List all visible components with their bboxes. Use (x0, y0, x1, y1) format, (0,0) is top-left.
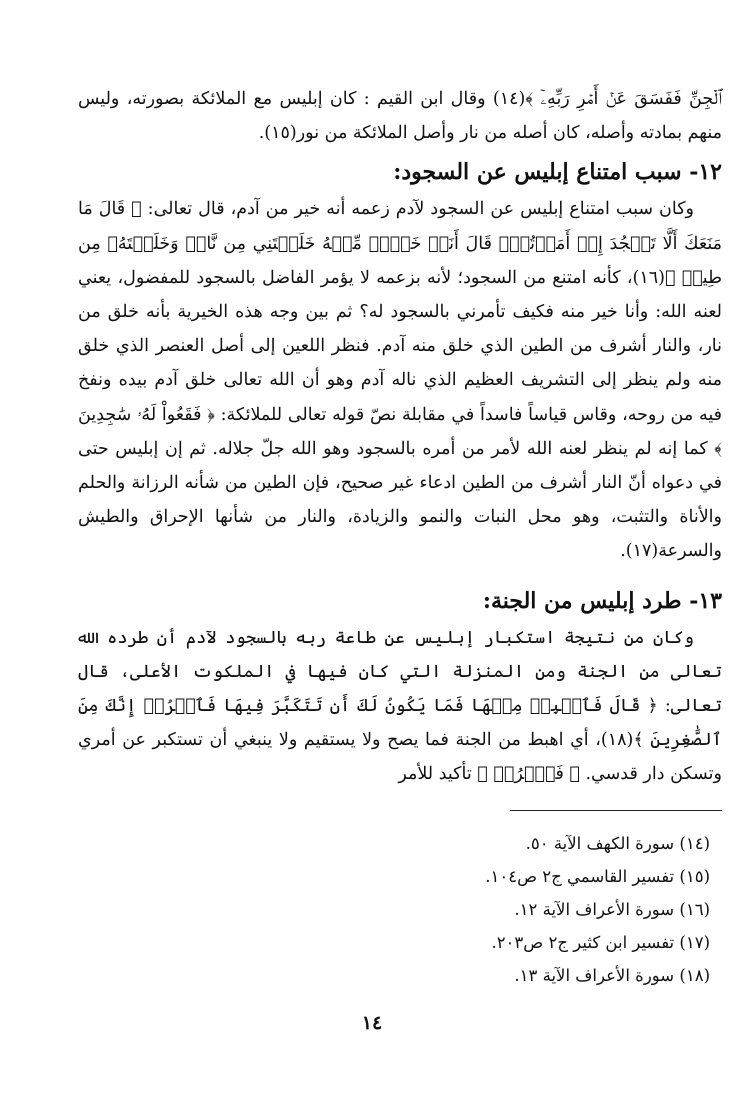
section-heading-13: ١٣- طرد إبليس من الجنة: (482, 587, 722, 614)
footnotes-list (78, 827, 722, 992)
paragraph-expulsion: وكان من نتيجة استكبار إبليس عن طاعة ربه بالسجود لآدم أن طرده الله تعالى من الجنة ومن المنزلة التي كان فيها في الملكوت الأعلى، قال تعالى: ﴿ قَالَ فَٱهۡبِطۡ مِنۡهَا فَمَا يَكُونُ لَكَ أَن تَتَكَبَّرَ فِيهَا فَٱخۡرُجۡ إِنَّكَ مِنَ ٱلصَّٰغِرِينَ ﴾(١٨)، أي اهبط من الجنة فما يصح ولا يستقيم ولا ينبغي أن تستكبر عن أمري وتسكن دار قدسي. ﴿ فَٱخۡرُجۡ ﴾ تأكيد للأمر (78, 627, 723, 785)
footnote-15: (١٥) تفسير القاسمي ج٢ ص١٠٤. (485, 866, 710, 886)
footnote-17: (١٧) تفسير ابن كثير ج٢ ص٢٠٣. (491, 932, 710, 952)
paragraph-refusal-reason: وكان سبب امتناع إبليس عن السجود لآدم زعمه أنه خير من آدم، قال تعالى: ﴿ قَالَ مَا مَنَعَكَ أَلَّا تَسۡجُدَ إِذۡ أَمَرۡتُكَۖ قَالَ أَنَا۠ خَيۡرٞ مِّنۡهُ خَلَقۡتَنِي مِن نَّارٖ وَخَلَقۡتَهُۥ مِن طِينٖ ﴾(١٦)، كأنه امتنع من السجود؛ لأنه بزعمه لا يؤمر الفاضل بالسجود للمفضول، يعني لعنه الله: وأنا خير منه فكيف تأمرني بالسجود له؟ ثم بين وجه هذه الخيرية بأنه خلق من نار، والنار أشرف من الطين الذي خلق منه آدم. فنظر اللعين إلى أصل العنصر الذي خلق منه ولم ينظر إلى التشريف العظيم الذي ناله آدم وهو أن الله تعالى خلق آدم بيده ونفخ فيه من روحه، وقاس قياساً فاسداً في مقابلة نصّ قوله تعالى للملائكة: ﴿ فَقَعُواْ لَهُۥ سَٰجِدِينَ ﴾ كما إنه لم ينظر لعنه الله لأمر من أمره بالسجود وهو الله جلّ جلاله. ثم إن إبليس حتى في دعواه أنّ النار أشرف من الطين ادعاء غير صحيح، فإن الطين من شأنه الرزانة والحلم والأناة والتثبت، وهو محل النبات والنمو والزيادة، والنار من شأنها الإحراق والطيش والسرعة(١٧). (78, 199, 722, 562)
page-number: ١٤ (361, 1012, 383, 1034)
page-content (78, 82, 722, 992)
footnote-18: (١٨) سورة الأعراف الآية ١٣. (514, 965, 710, 985)
footnote-16: (١٦) سورة الأعراف الآية ١٢. (514, 899, 710, 919)
section-heading-12: ١٢- سبب امتناع إبليس عن السجود: (393, 159, 722, 186)
footnote-14: (١٤) سورة الكهف الآية ٥٠. (525, 833, 710, 853)
footnote-separator (510, 810, 722, 811)
paragraph-intro: ٱلۡجِنِّ فَفَسَقَ عَنۡ أَمۡرِ رَبِّهِۦٓ ﴾(١٤) وقال ابن القيم : كان إبليس مع الملائكة بصورته، وليس منهم بمادته وأصله، كان أصله من نار وأصل الملائكة من نور(١٥). (78, 89, 723, 144)
